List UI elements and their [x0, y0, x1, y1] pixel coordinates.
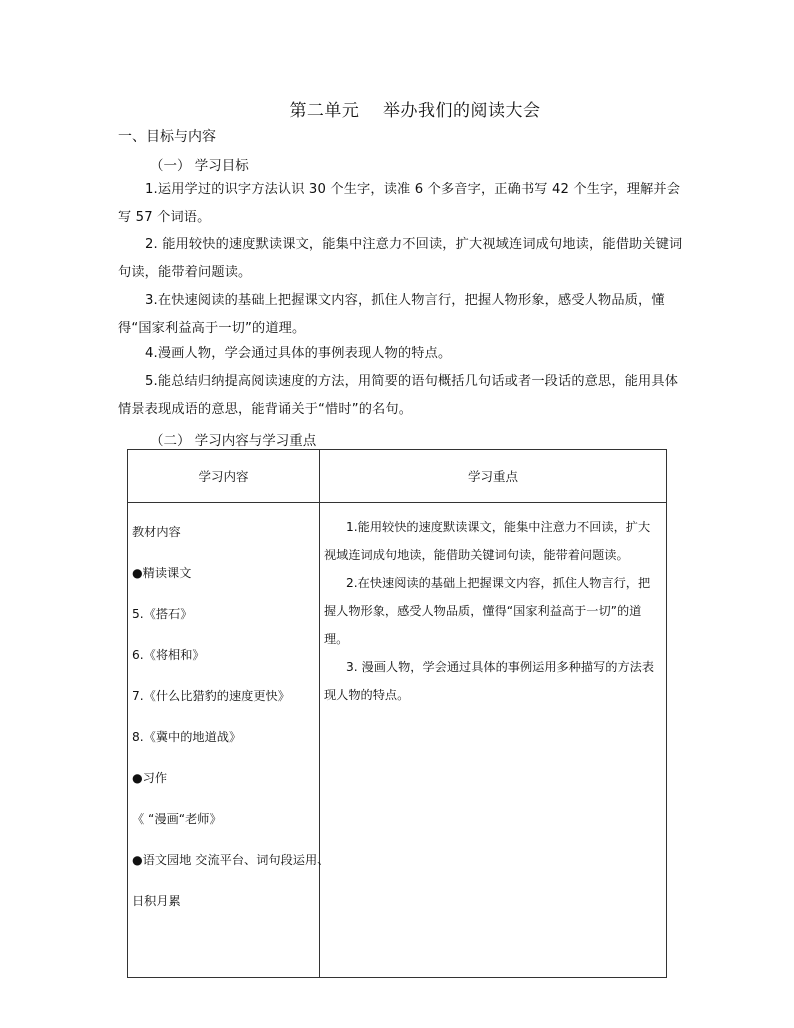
table-header-row	[128, 450, 667, 503]
list-item: 7.《什么比猎豹的速度更快》	[132, 689, 290, 703]
objective-paragraph-3: 3.在快速阅读的基础上把握课文内容，抓住人物言行，把握人物形象，感受人物品质，懂得“国家利益高于一切”的道理。	[118, 293, 665, 336]
content-list	[128, 503, 330, 925]
subsection-heading-objectives: （一） 学习目标	[150, 158, 249, 174]
content-focus-table	[127, 449, 667, 978]
table-body-row	[128, 503, 667, 978]
list-item: 《 “漫画“老师》	[132, 812, 222, 826]
subsection-heading-content: （二） 学习内容与学习重点	[150, 433, 317, 449]
list-item: 教材内容	[132, 525, 181, 539]
list-item: 日积月累	[132, 894, 181, 908]
list-item: 8.《冀中的地道战》	[132, 730, 242, 744]
header-cell-focus: 学习重点	[320, 450, 667, 503]
objective-paragraph-4: 4.漫画人物，学会通过具体的事例表现人物的特点。	[145, 346, 452, 361]
focus-list	[320, 503, 666, 709]
focus-paragraph-3: 3. 漫画人物，学会通过具体的事例运用多种描写的方法表现人物的特点。	[324, 660, 655, 702]
list-item: ●语文园地 交流平台、词句段运用、	[132, 853, 330, 867]
list-item: ●习作	[132, 771, 168, 785]
focus-paragraph-1: 1.能用较快的速度默读课文，能集中注意力不回读，扩大视域连词成句地读，能借助关键词句读，能带着问题读。	[324, 520, 651, 562]
focus-cell	[320, 503, 667, 978]
document-title: 第二单元 举办我们的阅读大会	[289, 101, 541, 121]
list-item: 6.《将相和》	[132, 648, 205, 662]
header-cell-content: 学习内容	[128, 450, 320, 503]
content-cell	[128, 503, 330, 978]
section-heading-goals: 一、目标与内容	[118, 129, 216, 145]
focus-paragraph-2: 2.在快速阅读的基础上把握课文内容，抓住人物言行，把握人物形象，感受人物品质，懂得“国家利益高于一切”的道理。	[324, 576, 651, 646]
objective-paragraph-5: 5.能总结归纳提高阅读速度的方法，用简要的语句概括几句话或者一段话的意思，能用具体情景表现成语的意思，能背诵关于“惜时”的名句。	[118, 374, 679, 417]
objective-paragraph-2: 2. 能用较快的速度默读课文，能集中注意力不回读，扩大视域连词成句地读，能借助关键词句读，能带着问题读。	[118, 237, 683, 280]
objective-paragraph-1: 1.运用学过的识字方法认识 30 个生字，读准 6 个多音字，正确书写 42 个生字，理解并会写 57 个词语。	[118, 182, 681, 225]
list-item: ●精读课文	[132, 566, 192, 580]
list-item: 5.《搭石》	[132, 607, 193, 621]
